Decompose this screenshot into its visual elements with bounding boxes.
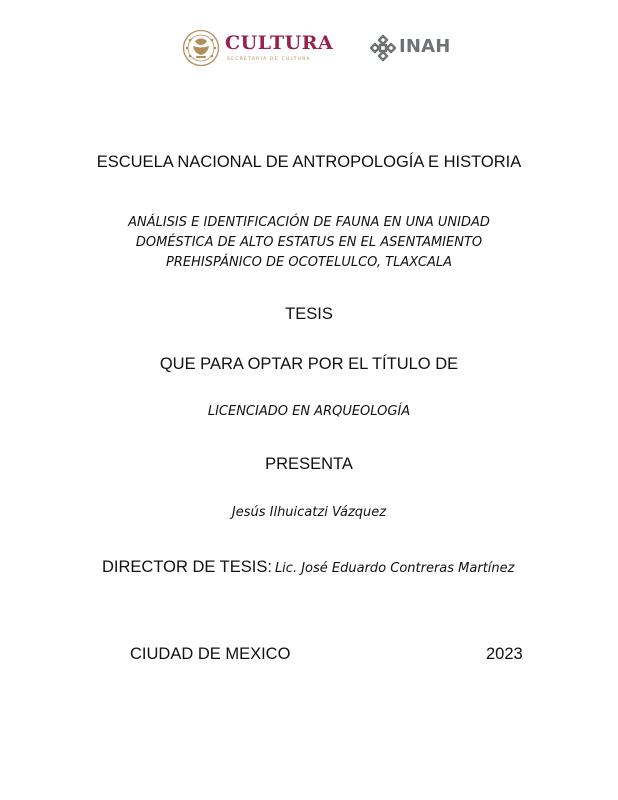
inah-logo: [369, 32, 455, 66]
thesis-title-line: PREHISPÁNICO DE OCOTELULCO, TLAXCALA: [166, 255, 452, 270]
degree-purpose: QUE PARA OPTAR POR EL TÍTULO DE: [159, 355, 459, 373]
thesis-title-line: DOMÉSTICA DE ALTO ESTATUS EN EL ASENTAMIENTO: [135, 235, 483, 250]
degree-name: LICENCIADO EN ARQUEOLOGÍA: [207, 404, 411, 419]
director-label: DIRECTOR DE TESIS:: [102, 558, 272, 576]
mexico-coat-of-arms-icon: [181, 28, 221, 68]
inah-logo-text: INAH: [399, 36, 451, 57]
city-name: CIUDAD DE MEXICO: [130, 645, 291, 663]
thesis-title: [0, 213, 618, 273]
cultura-logo: [181, 26, 345, 70]
year: 2023: [486, 645, 523, 663]
presents-label: PRESENTA: [265, 455, 353, 473]
document-type: TESIS: [285, 305, 333, 323]
inah-emblem-icon: [369, 34, 397, 62]
director-name: Lic. José Eduardo Contreras Martínez: [274, 561, 515, 576]
author-name: Jesús Ilhuicatzi Vázquez: [231, 505, 387, 520]
cultura-logo-text: CULTURA: [225, 32, 334, 54]
institution-name: ESCUELA NACIONAL DE ANTROPOLOGÍA E HISTORIA: [96, 153, 522, 171]
thesis-title-line: ANÁLISIS E IDENTIFICACIÓN DE FAUNA EN UNA UNIDAD: [128, 215, 490, 230]
cultura-logo-subtext: SECRETARÍA DE CULTURA: [227, 57, 311, 62]
director-line: [102, 558, 514, 577]
